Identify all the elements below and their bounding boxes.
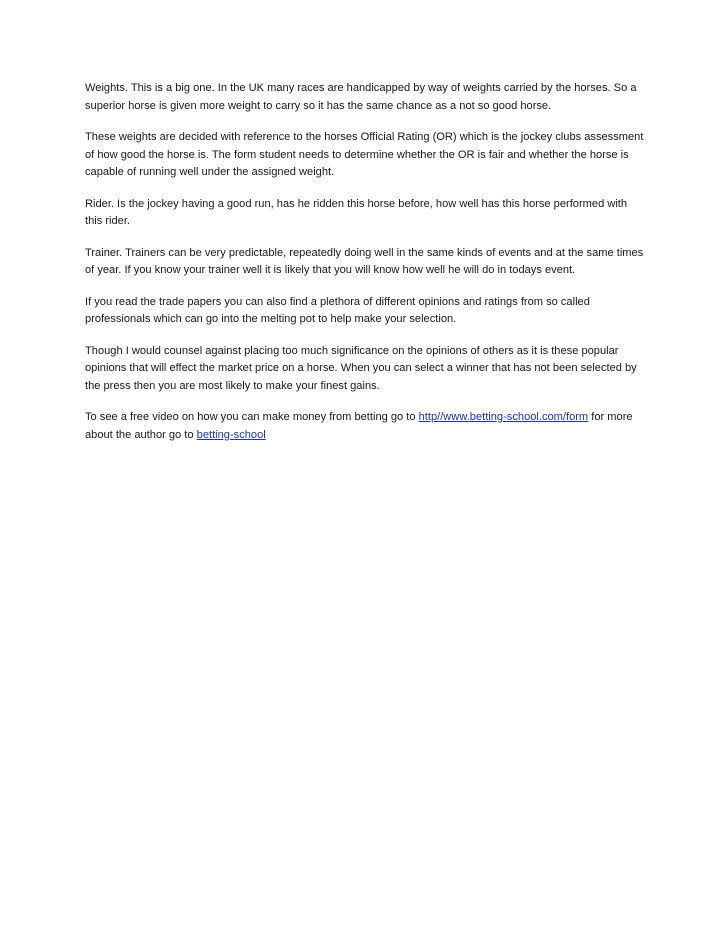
betting-school-author-link[interactable]: betting-school [196,428,266,441]
paragraph-rider: Rider. Is the jockey having a good run, has he ridden this horse before, how well has this horse performed with this rider. [85,197,628,227]
paragraph-trade-papers: If you read the trade papers you can also find a plethora of different opinions and ratings from so called professionals which can go into the melting pot to help make your selection. [85,295,590,325]
paragraph-official-rating: These weights are decided with reference to the horses Official Rating (OR) which is the jockey clubs assessment of how good the horse is. The form student needs to determine whether the OR is fair and whether the horse is capable of running well under the assigned weight. [85,131,644,178]
paragraph-trainer: Trainer. Trainers can be very predictable, repeatedly doing well in the same kinds of events and at the same times of year. If you know your trainer well it is likely that you will know how well he will do in todays event. [85,246,644,276]
paragraph-free-video [85,409,645,444]
betting-school-form-link[interactable]: http//www.betting-school.com/form [418,411,589,423]
author-text: for more about the author go to [85,411,633,441]
free-video-text: To see a free video on how you can make money from betting go to [85,411,419,423]
paragraph-opinions: Though I would counsel against placing too much significance on the opinions of others as it is these popular opinions that will effect the market price on a horse. When you can select a winner that has not been selected by the press then you are most likely to make your finest gains. [85,344,637,392]
document-body [85,80,645,458]
paragraph-weights: Weights. This is a big one. In the UK many races are handicapped by way of weights carried by the horses. So a superior horse is given more weight to carry so it has the same chance as a not so good horse. [85,82,637,112]
